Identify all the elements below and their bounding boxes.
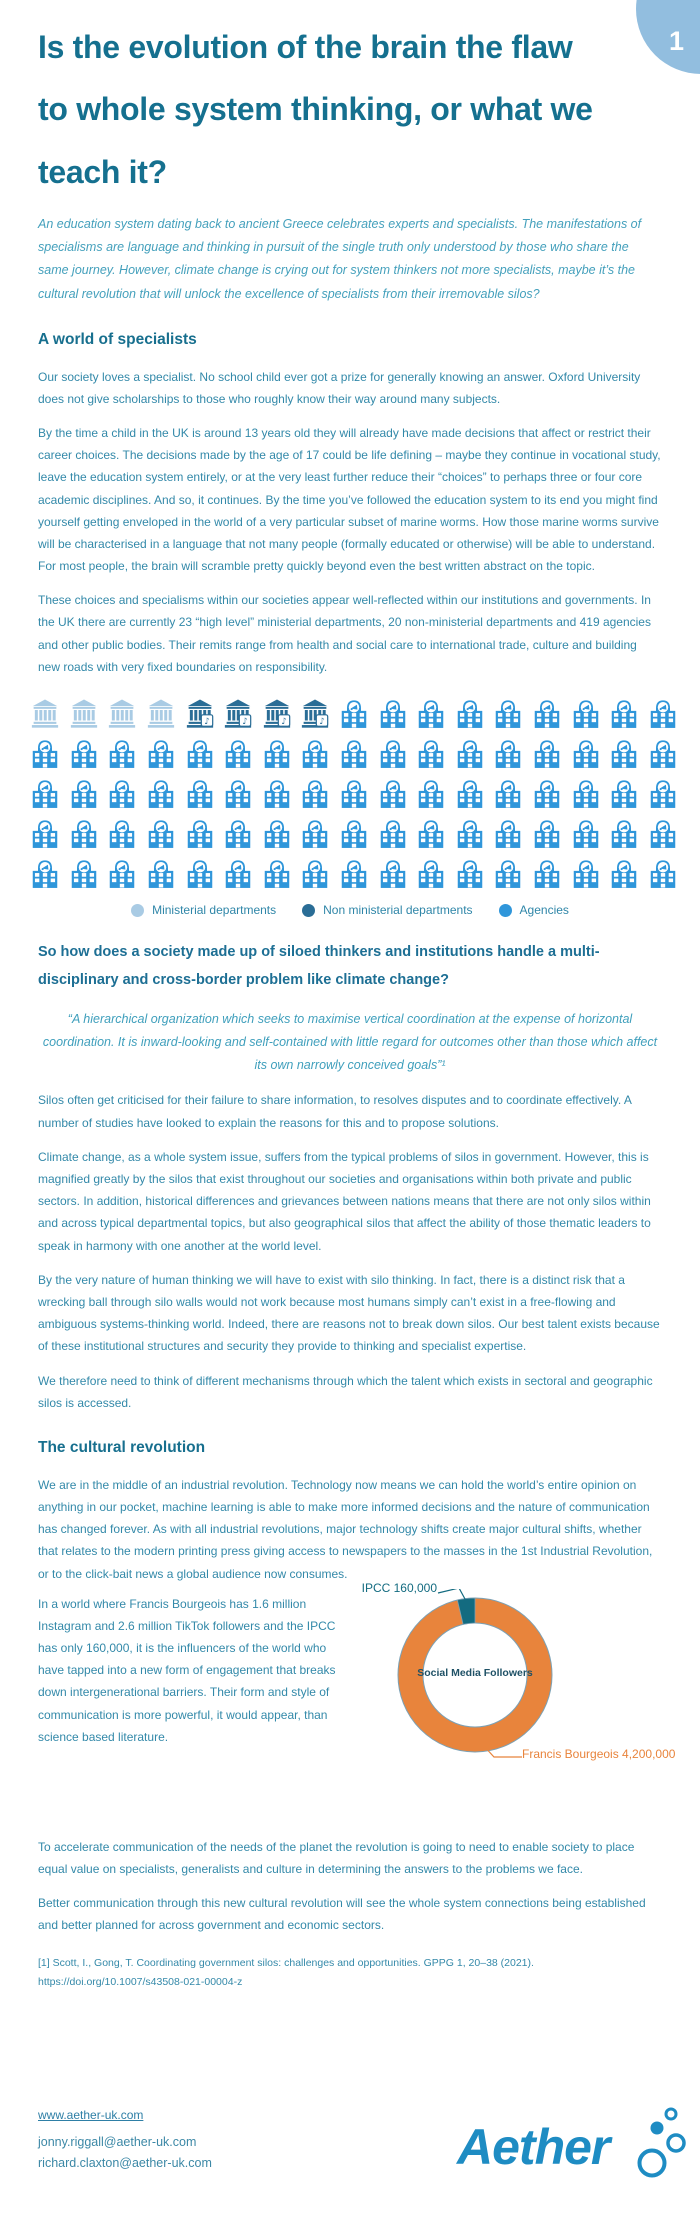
agency-building-icon xyxy=(610,738,638,769)
agency-building-icon xyxy=(31,738,59,769)
agency-building-icon xyxy=(417,738,445,769)
agency-building-icon xyxy=(263,858,291,889)
page-number: 1 xyxy=(668,26,684,56)
agency-building-icon xyxy=(70,738,98,769)
agency-building-icon xyxy=(417,858,445,889)
page-title xyxy=(38,16,662,203)
agency-building-icon xyxy=(456,778,484,809)
email-contact-1[interactable]: jonny.riggall@aether-uk.com xyxy=(38,2135,197,2149)
paragraph: Silos often get criticised for their failure to share information, to resolves disputes and to coordinate effectively. A number of studies have looked to explain the reasons for this and to propose solutions. xyxy=(38,1093,632,1130)
section-heading-specialists: A world of specialists xyxy=(38,330,197,348)
paragraph: By the time a child in the UK is around 13 years old they will already have made decisions that affect or restrict their career choices. The decisions made by the age of 17 could be life defining – maybe they continue in vocational study, leave the education system entirely, or at the very least further reduce their “choices” to perhaps three or four core academic disciplines. And so, it continues. By the time you’ve followed the education system to its end you might find yourself getting enveloped in the world of a very particular subset of marine worms. How those marine worms survive will be characterised in a language that not many people (formally educated or otherwise) will be able to understand. For most people, the brain will scramble pretty quickly beyond even the best written abstract on the topic. xyxy=(38,425,661,574)
agency-building-icon xyxy=(379,698,407,729)
government-bodies-pictogram-chart xyxy=(26,698,682,889)
agency-building-icon xyxy=(494,778,522,809)
non-ministerial-building-icon xyxy=(186,698,214,729)
agency-building-icon xyxy=(186,818,214,849)
agency-building-icon xyxy=(649,738,677,769)
page-title-line3: teach it? xyxy=(38,153,167,190)
svg-text:♪: ♪ xyxy=(319,717,326,727)
agency-building-icon xyxy=(456,738,484,769)
svg-text:♪: ♪ xyxy=(203,717,210,727)
paragraph: To accelerate communication of the needs of the planet the revolution is going to need to enable society to place equal value on specialists, generalists and culture in determining the answers to the problems we face. xyxy=(38,1839,635,1876)
agency-building-icon xyxy=(456,698,484,729)
agency-building-icon xyxy=(649,858,677,889)
footnote xyxy=(38,1954,662,1991)
agency-building-icon xyxy=(340,738,368,769)
agency-building-icon xyxy=(610,778,638,809)
paragraph: Better communication through this new cultural revolution will see the whole system connections being established and better planned for across government and economic sectors. xyxy=(38,1896,646,1933)
agency-building-icon xyxy=(533,858,561,889)
agency-building-icon xyxy=(263,738,291,769)
agency-building-icon xyxy=(70,818,98,849)
agency-building-icon xyxy=(108,858,136,889)
agency-building-icon xyxy=(147,778,175,809)
donut-center-label: Social Media Followers xyxy=(417,1666,533,1679)
paragraph: In a world where Francis Bourgeois has 1.6 million Instagram and 2.6 million TikTok followers and the IPCC has only 160,000, it is the influencers of the world who have tapped into a new form of engagement that breaks down intergenerational barriers. Their form and style of communication is more powerful, it would appear, than science based literature. xyxy=(38,1596,336,1744)
agency-building-icon xyxy=(456,858,484,889)
svg-text:♪: ♪ xyxy=(281,717,287,727)
aether-logo xyxy=(435,2100,690,2180)
agency-building-icon xyxy=(379,738,407,769)
agency-building-icon xyxy=(147,858,175,889)
agency-building-icon xyxy=(379,778,407,809)
non-ministerial-building-icon xyxy=(224,698,252,729)
agency-building-icon xyxy=(108,778,136,809)
svg-text:♪: ♪ xyxy=(242,717,249,727)
legend-item xyxy=(499,903,569,917)
legend-label: Agencies xyxy=(519,903,569,917)
agency-building-icon xyxy=(649,778,677,809)
pictogram-legend xyxy=(38,903,662,917)
agency-building-icon xyxy=(263,818,291,849)
agency-building-icon xyxy=(572,858,600,889)
footnote-doi-link: https://doi.org/10.1007/s43508-021-00004-z xyxy=(38,1975,243,1988)
donut-chart xyxy=(300,1589,700,1824)
paragraph: These choices and specialisms within our societies appear well-reflected within our institutions and governments. In the UK there are currently 23 “high level” ministerial departments, 20 non-ministerial departments and 419 agencies and other public bodies. Their remits range from health and social care to international trade, culture and building new roads with very fixed boundaries on responsibility. xyxy=(38,593,651,674)
non-ministerial-building-icon xyxy=(301,698,329,729)
email-contact-2[interactable]: richard.claxton@aether-uk.com xyxy=(38,2156,212,2171)
agency-building-icon xyxy=(572,778,600,809)
agency-building-icon xyxy=(340,698,368,729)
agency-building-icon xyxy=(533,738,561,769)
legend-item xyxy=(302,903,472,917)
agency-building-icon xyxy=(301,778,329,809)
ministerial-building-icon xyxy=(31,698,59,729)
agency-building-icon xyxy=(533,698,561,729)
paragraph: Our society loves a specialist. No school child ever got a prize for generally knowing an answer. Oxford University does not give scholarships to those who roughly know their way around many subjects. xyxy=(38,369,641,406)
paragraph: By the very nature of human thinking we will have to exist with silo thinking. In fact, there is a distinct risk that a wrecking ball through silo walls would not work because most humans simply can’t exist in a free-flowing and ambiguous systems-thinking world. Indeed, there are reasons not to break down silos. Our best talent exists because of these institutional structures and security they provide to thinking and specialist expertise. xyxy=(38,1272,660,1354)
agency-building-icon xyxy=(379,818,407,849)
agency-building-icon xyxy=(456,818,484,849)
ministerial-building-icon xyxy=(147,698,175,729)
donut-label-ipcc: IPCC 160,000 xyxy=(361,1580,437,1595)
agency-building-icon xyxy=(108,738,136,769)
agency-building-icon xyxy=(301,738,329,769)
agency-building-icon xyxy=(417,818,445,849)
question-heading: So how does a society made up of siloed thinkers and institutions handle a multi-disciplinary and cross-border problem like climate change? xyxy=(38,944,600,988)
agency-building-icon xyxy=(301,818,329,849)
agency-building-icon xyxy=(533,778,561,809)
section-heading-cultural-revolution: The cultural revolution xyxy=(38,1438,206,1456)
website-link[interactable]: www.aether-uk.com xyxy=(38,2108,144,2122)
agency-building-icon xyxy=(186,858,214,889)
legend-label: Non ministerial departments xyxy=(323,903,473,917)
agency-building-icon xyxy=(224,778,252,809)
agency-building-icon xyxy=(417,778,445,809)
agency-building-icon xyxy=(610,698,638,729)
legend-item xyxy=(131,903,276,917)
agency-building-icon xyxy=(31,858,59,889)
agency-building-icon xyxy=(572,698,600,729)
agency-building-icon xyxy=(263,778,291,809)
legend-dot-icon xyxy=(302,904,315,917)
footnote-citation: [1] Scott, I., Gong, T. Coordinating government silos: challenges and opportunities. GPPG 1, 20–38 (2021). xyxy=(38,1957,534,1970)
agency-building-icon xyxy=(494,738,522,769)
agency-building-icon xyxy=(301,858,329,889)
agency-building-icon xyxy=(649,818,677,849)
agency-building-icon xyxy=(649,698,677,729)
agency-building-icon xyxy=(186,778,214,809)
followers-chart-row xyxy=(38,1580,676,1824)
ministerial-building-icon xyxy=(108,698,136,729)
intro-paragraph: An education system dating back to ancient Greece celebrates experts and specialists. The manifestations of specialisms are language and thinking in pursuit of the single truth only understood by those who share the same journey. However, climate change is crying out for system thinkers not more specialists, maybe it’s the cultural revolution that will unlock the excellence of specialists from their irremovable silos? xyxy=(38,217,642,301)
agency-building-icon xyxy=(224,818,252,849)
paragraph: We therefore need to think of different mechanisms through which the talent which exists in sectoral and geographic silos is accessed. xyxy=(38,1373,653,1410)
agency-building-icon xyxy=(70,858,98,889)
aether-logo-text: Aether xyxy=(457,2119,610,2175)
agency-building-icon xyxy=(572,738,600,769)
agency-building-icon xyxy=(610,858,638,889)
agency-building-icon xyxy=(31,818,59,849)
page-title-line2: to whole system thinking, or what we xyxy=(38,91,593,128)
agency-building-icon xyxy=(31,778,59,809)
paragraph: Climate change, as a whole system issue, suffers from the typical problems of silos in government. However, this is magnified greatly by the silos that exist throughout our societies and organisations within both private and public sectors. In addition, historical differences and grievances between nations means that there are not only silos within and across typical departmental topics, but also geographical silos that affect the ability of those thematic leaders to speak in harmony with one another at the world level. xyxy=(38,1149,651,1253)
agency-building-icon xyxy=(340,778,368,809)
agency-building-icon xyxy=(417,698,445,729)
legend-dot-icon xyxy=(499,904,512,917)
agency-building-icon xyxy=(224,858,252,889)
donut-label-francis: Francis Bourgeois 4,200,000 xyxy=(522,1746,676,1761)
agency-building-icon xyxy=(572,818,600,849)
agency-building-icon xyxy=(494,698,522,729)
agency-building-icon xyxy=(340,858,368,889)
agency-building-icon xyxy=(340,818,368,849)
non-ministerial-building-icon xyxy=(263,698,291,729)
agency-building-icon xyxy=(610,818,638,849)
agency-building-icon xyxy=(147,738,175,769)
agency-building-icon xyxy=(108,818,136,849)
page-footer xyxy=(38,2106,662,2206)
page-title-line1: Is the evolution of the brain the flaw xyxy=(38,29,573,65)
paragraph: We are in the middle of an industrial revolution. Technology now means we can hold the world’s entire opinion on anything in our pocket, machine learning is able to make more informed decisions and the nature of communication has changed forever. As with all industrial revolutions, major technology shifts create major cultural shifts, whether that relates to the modern printing press giving access to newspapers to the masses in the 1st Industrial Revolution, or to the click-bait news a global audience now consumes. xyxy=(38,1477,653,1581)
agency-building-icon xyxy=(186,738,214,769)
agency-building-icon xyxy=(147,818,175,849)
agency-building-icon xyxy=(224,738,252,769)
legend-label: Ministerial departments xyxy=(152,903,277,917)
ministerial-building-icon xyxy=(70,698,98,729)
legend-dot-icon xyxy=(131,904,144,917)
silo-quote: “A hierarchical organization which seeks to maximise vertical coordination at the expense of horizontal coordination. It is inward-looking and self-contained with little regard for outcomes other than those which affect its own narrowly conceived goals”¹ xyxy=(42,1012,658,1073)
agency-building-icon xyxy=(379,858,407,889)
agency-building-icon xyxy=(70,778,98,809)
agency-building-icon xyxy=(533,818,561,849)
agency-building-icon xyxy=(494,818,522,849)
aether-logo-bubbles-icon xyxy=(640,2109,685,2176)
agency-building-icon xyxy=(494,858,522,889)
